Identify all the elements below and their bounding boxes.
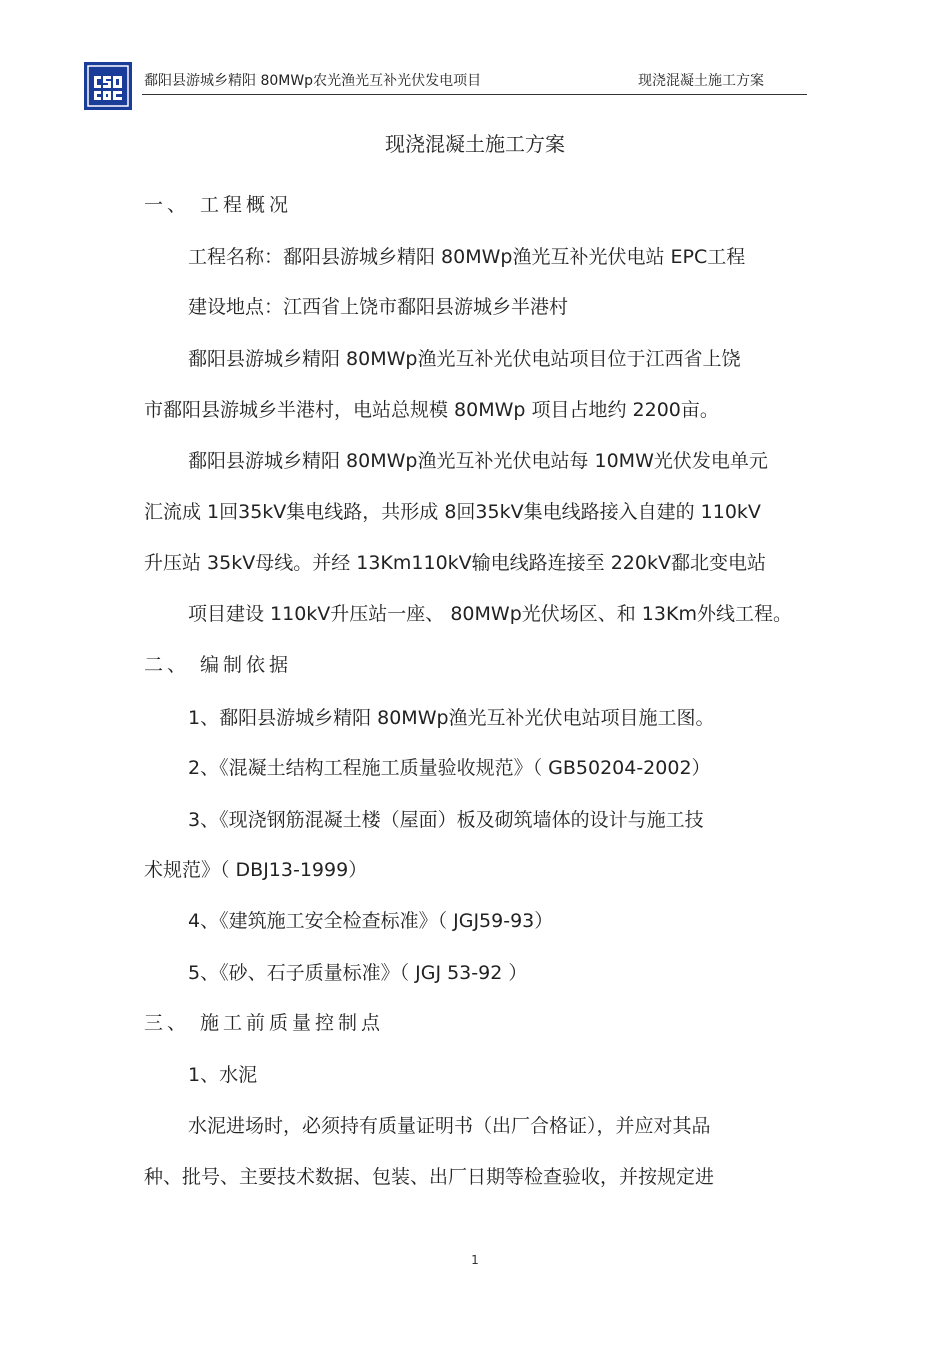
paragraph-line: 建设地点：江西省上饶市鄱阳县游城乡半港村 [188, 296, 569, 318]
document-title: 现浇混凝土施工方案 [385, 132, 565, 156]
page-number: 1 [471, 1253, 479, 1267]
reference-item: 1、鄱阳县游城乡精阳 80MWp渔光互补光伏电站项目施工图。 [188, 707, 715, 729]
paragraph-line: 升压站 35kV母线。并经 13Km110kV输电线路连接至 220kV鄱北变电站 [144, 552, 766, 574]
header-project-name: 鄱阳县游城乡精阳 80MWp农光渔光互补光伏发电项目 [144, 73, 482, 89]
reference-item: 3、《现浇钢筋混凝土楼（屋面）板及砌筑墙体的设计与施工技 [188, 809, 704, 831]
paragraph-line: 种、批号、主要技术数据、包装、出厂日期等检查验收，并按规定进 [144, 1166, 715, 1188]
header-divider [142, 94, 807, 95]
reference-item: 术规范》（ DBJ13-1999） [144, 859, 368, 881]
paragraph-line: 鄱阳县游城乡精阳 80MWp渔光互补光伏电站每 10MW光伏发电单元 [188, 450, 768, 472]
header-document-name: 现浇混凝土施工方案 [638, 73, 764, 89]
paragraph-line: 项目建设 110kV升压站一座、 80MWp光伏场区、和 13Km外线工程。 [188, 603, 792, 625]
reference-item: 5、《砂、石子质量标准》（ JGJ 53-92 ） [188, 962, 528, 984]
section-heading-quality-control: 三、 施工前质量控制点 [144, 1012, 385, 1034]
section-heading-basis: 二、 编制依据 [144, 654, 293, 676]
reference-item: 2、《混凝土结构工程施工质量验收规范》（ GB50204-2002） [188, 757, 711, 779]
paragraph-line: 工程名称：鄱阳县游城乡精阳 80MWp渔光互补光伏电站 EPC工程 [188, 246, 746, 268]
paragraph-line: 鄱阳县游城乡精阳 80MWp渔光互补光伏电站项目位于江西省上饶 [188, 348, 741, 370]
section-heading-overview: 一、 工程概况 [144, 194, 293, 216]
paragraph-line: 市鄱阳县游城乡半港村，电站总规模 80MWp 项目占地约 2200亩。 [144, 399, 719, 421]
reference-item: 4、《建筑施工安全检查标准》（ JGJ59-93） [188, 910, 554, 932]
paragraph-line: 水泥进场时，必须持有质量证明书（出厂合格证），并应对其品 [188, 1115, 711, 1137]
paragraph-line: 汇流成 1回35kV集电线路，共形成 8回35kV集电线路接入自建的 110kV [144, 501, 761, 523]
subsection-heading: 1、水泥 [188, 1064, 258, 1086]
company-logo [84, 62, 132, 110]
